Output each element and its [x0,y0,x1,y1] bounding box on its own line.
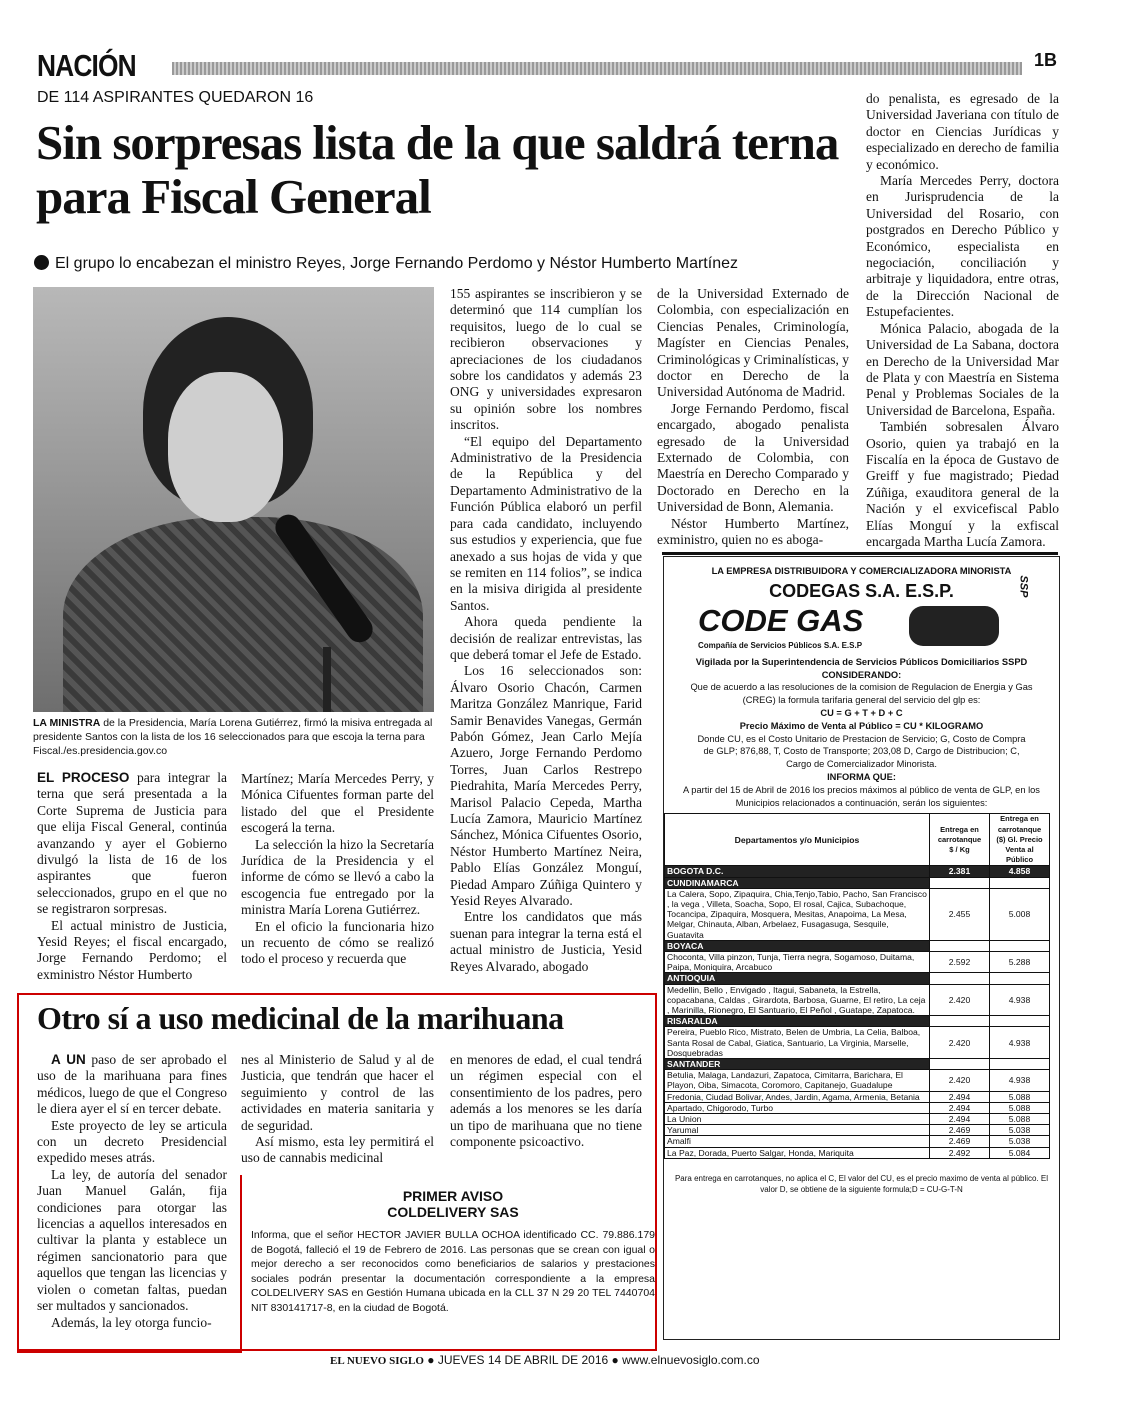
price-row [665,1059,1050,1070]
ad-note: Para entrega en carrotanques, no aplica el C, El valor del CU, es el precio maximo de venta al público. El valor D, se obtiene de la siguiente formula;D = CU-G-T-N [674,1173,1049,1194]
ad-line4: CONSIDERANDO: [821,669,902,680]
col-b-para3: En el oficio la funcionaria hizo un recuento de cómo se realizó todo el proceso y recuerda que [241,918,434,967]
col-e-para1: do penalista, es egresado de la Universidad Javeriana con título de doctor en Ciencias Jurídicas y especializado en derecho de familia y económico. [866,91,1059,172]
column-c [450,286,642,975]
price-row-kg [930,1016,990,1027]
price-row-name: BOYACA [665,940,930,951]
price-row-kg [930,1059,990,1070]
price-row [665,1070,1050,1091]
footer-paper: EL NUEVO SIGLO [330,1355,424,1367]
price-row-name: BOGOTA D.C. [665,866,930,877]
price-row-gl: 5.088 [990,1114,1050,1125]
th-gl-b: ($) Gl. Precio Venta al Público [996,834,1043,865]
column-a [37,770,227,983]
col-d-para1: de la Universidad Externado de Colombia, con especialización en Ciencias Penales, Criminología, Magíster en Ciencias Penales, Criminológicas y Criminalísticas, y doctor en Derecho de la Universidad Autónoma de Madrid. [657,286,849,400]
price-row-kg: 2.455 [930,888,990,940]
m-para2: Este proyecto de ley se articula con un decreto Presidencial expedido meses atrás. [37,1117,227,1166]
price-row-gl: 5.088 [990,1102,1050,1113]
price-row-gl [990,1016,1050,1027]
price-row-gl: 5.008 [990,888,1050,940]
m-para6: Así mismo, esta ley permitirá el uso de cannabis medicinal [241,1134,434,1166]
price-row-gl: 4.938 [990,1070,1050,1091]
price-row-kg [930,877,990,888]
price-row-name: ANTIOQUIA [665,973,930,984]
price-row-name: Fredonia, Ciudad Bolivar, Andes, Jardin, Agama, Armenia, Betania [665,1091,930,1102]
price-row [665,1091,1050,1102]
price-row [665,1016,1050,1027]
ad-line5: Que de acuerdo a las resoluciones de la comision de Regulacion de Energia y Gas (CREG) la formula tarifaria general del servicio del glp es: [690,682,1033,706]
price-row-name: RISARALDA [665,1016,930,1027]
notice-ad [251,1188,655,1338]
price-row-name: SANTANDER [665,1059,930,1070]
price-row-name: Amalfi [665,1136,930,1147]
price-row-gl [990,1059,1050,1070]
price-row-kg: 2.492 [930,1147,990,1158]
price-row-gl: 4.858 [990,866,1050,877]
price-row-kg: 2.494 [930,1102,990,1113]
codegas-logo-sub: Compañía de Servicios Públicos S.A. E.S.P [698,640,863,650]
col-c-para1: 155 aspirantes se inscribieron y se determinó que 114 cumplían los requisitos, luego de lo cual se recibieron observaciones y apreciaciones de los ciudadanos sobre los candidatos y además 23 ONG y universidades expresaron su opinión sobre los nombres inscritos. [450,286,642,433]
footer-date: JUEVES 14 DE ABRIL DE 2016 [437,1353,609,1367]
col-d-para3: Néstor Humberto Martínez, exministro, quien no es aboga- [657,515,849,548]
price-row-kg: 2.494 [930,1091,990,1102]
col-c-para3: Ahora queda pendiente la decisión de realizar entrevistas, las que deberá tomar el Jefe de Estado. [450,614,642,662]
price-row [665,1125,1050,1136]
ssp-logo: SSP [1017,575,1030,598]
price-row-name: La Union [665,1114,930,1125]
price-row-name: Pereira, Pueblo Rico, Mistrato, Belen de Umbria, La Celia, Balboa, Santa Rosal de Cabal, Giatica, Santuario, La Virginia, Marselle, Dosquebradas [665,1027,930,1059]
m-para3: La ley, de autoría del senador Juan Manuel Galán, fija condiciones para otorgar las licencias a aquellos interesados en cultivar la planta y establece un régimen sancionatorio para que aquellos que tengan las licencias y violen o cometan faltas, puedan ser multados y sancionados. [37,1166,227,1314]
th-departamentos: Departamentos y/o Municipios [665,814,930,866]
price-row-name: La Paz, Dorada, Puerto Salgar, Honda, Mariquita [665,1147,930,1158]
price-row-gl [990,973,1050,984]
marihuana-column-c [450,1052,642,1150]
marihuana-column-b [241,1052,434,1167]
col-e-para3: Mónica Palacio, abogada de la Universidad de La Sabana, doctora en Derecho de la Universidad Mar de Plata y con Maestría en Sistema Penal y Problemas Sociales de la Universidad de Barcelona, España. [866,320,1059,418]
ad-line3: Vigilada por la Superintendencia de Servicios Públicos Domiciliarios SSPD [695,656,1028,667]
price-row [665,1027,1050,1059]
col-b-para1: Martínez; María Mercedes Perry, y Mónica Cifuentes forman parte del listado del que el Presidente escogerá la terna. [241,771,434,836]
notice-company: COLDELIVERY SAS [387,1204,519,1220]
price-row [665,973,1050,984]
col-c-para2: “El equipo del Departamento Administrativo de la Presidencia de la República y del Departamento Administrativo de la Función Pública elaboró un perfil para cada candidato, incluyendo sus estudios y experiencia, que fue anexado a sus hojas de vida y que se remiten en 114 folios”, se indica en la misiva dirigida al presidente Santos. [450,433,642,613]
ad-company: CODEGAS S.A. E.S.P. [769,580,954,601]
column-b [241,771,434,968]
bullet-icon: ● [611,1353,623,1367]
section-rule [172,62,1022,75]
price-row [665,866,1050,877]
price-row-name: Medellin, Bello , Envigado , Itagui, Sabaneta, la Estrella, copacabana, Caldas , Girardota, Barbosa, Guarne, El retiro, La ceja , Marinilla, Rionegro, El Santuario, El Peñol , Guatape, Zapatoca. [665,984,930,1016]
price-row-gl: 5.038 [990,1136,1050,1147]
photo-caption [33,716,433,758]
price-row-name: La Calera, Sopo, Zipaquira, Chia,Tenjo,Tabio, Pacho, San Francisco , la vega , Villeta, Soacha, Sopo, El rosal, Cajica, Subachoque, Tocancipa, Zipaquira, Mosquera, Mesitas, Anapoima, La Mesa, Melgar, Chinauta, Alban, Arbelaez, Fusagasuga, Sesquile, Guatavita [665,888,930,940]
marihuana-column-a [37,1052,227,1331]
subheadline-text: El grupo lo encabezan el ministro Reyes, Jorge Fernando Perdomo y Néstor Humberto Martínez [55,255,738,272]
caption-text: de la Presidencia, María Lorena Gutiérrez, firmó la misiva entregada al presidente Santos con la lista de los 16 seleccionados para que escoja la terna para Fiscal./es.presidencia.gov.co [33,717,433,757]
ad-line6: Precio Máximo de Venta al Público = CU * KILOGRAMO [739,720,984,731]
ad-line1: LA EMPRESA DISTRIBUIDORA Y COMERCIALIZADORA MINORISTA [711,566,1012,576]
th-kg-a: Entrega en carrotanque [937,824,982,844]
ad-line9: A partir del 15 de Abril de 2016 los precios máximos al público de venta de GLP, en los Municipios relacionados a continuación, serán los siguientes: [683,784,1040,808]
price-row-gl [990,877,1050,888]
col-a-text: para integrar la terna que será presentada a la Corte Suprema de Justicia para que elija Fiscal General, continúa avanzando y ayer el Gobierno divulgó la lista de 16 de los aspirantes que fueron seleccionados, grupo en el que no se registraron sorpresas. [37,770,227,917]
price-row-kg [930,973,990,984]
price-row-kg: 2.381 [930,866,990,877]
price-row-kg: 2.494 [930,1114,990,1125]
kicker: DE 114 ASPIRANTES QUEDARON 16 [37,89,314,106]
col-b-para2: La selección la hizo la Secretaría Jurídica de la Presidencia y el informe de cómo se llevó a cabo la escogencia fue entregado por la ministra María Lorena Gutiérrez. [241,836,434,918]
price-row-name: CUNDINAMARCA [665,877,930,888]
ad-formula: CU = G + T + D + C [820,707,903,718]
price-row [665,1102,1050,1113]
page-number: 1B [1034,50,1058,70]
truck-icon [909,606,999,646]
price-row-gl: 5.088 [990,1091,1050,1102]
price-table-header [665,814,1050,866]
col-a-lead: EL PROCESO [37,770,130,785]
col-d-para2: Jorge Fernando Perdomo, fiscal encargado, abogado penalista egresado de la Universidad Externado de Colombia, con Maestría en Derecho Comparado y Doctorado en Derecho en la Universidad de Bonn, Alemania. [657,400,849,515]
price-row [665,984,1050,1016]
price-row-kg: 2.420 [930,984,990,1016]
price-row-gl: 4.938 [990,984,1050,1016]
caption-lead: LA MINISTRA [33,717,101,729]
col-a-para: El actual ministro de Justicia, Yesid Reyes; el fiscal encargado, Jorge Fernando Perdomo; el exministro Néstor Humberto [37,917,227,982]
ad-line8: INFORMA QUE: [827,771,896,782]
codegas-ad [663,556,1060,1340]
m-para4: Además, la ley otorga funcio- [51,1314,212,1330]
col-e-para4: También sobresalen Álvaro Osorio, quien ya trabajó en la Fiscalía en la época de Gustavo de Greiff y fue magistrado; Piedad Zúñiga, exauditora general de la Nación y el exvicefiscal Pablo Elías Monguí y la exfiscal encargada Martha Lucía Zamora. [866,419,1059,549]
price-row [665,888,1050,940]
m-para7: en menores de edad, el cual tendrá un régimen especial con el consentimiento de los padres, pero además a los menores se les daría un tipo de marihuana que no tiene componente psicoactivo. [450,1052,642,1150]
footer [330,1353,970,1367]
price-row [665,1114,1050,1125]
bullet-icon [34,255,49,270]
column-d [657,286,849,549]
ad-top-rule [662,552,1058,555]
footer-url[interactable]: www.elnuevosiglo.com.co [622,1353,760,1367]
headline: Sin sorpresas lista de la que saldrá terna para Fiscal General [36,115,839,224]
codegas-logo: CODE GAS [698,602,864,638]
price-row-gl: 5.038 [990,1125,1050,1136]
price-row-name: Betulia, Malaga, Landazuri, Zapatoca, Cimitarra, Barichara, El Playon, Oiba, Simacota, Coromoro, Capitanejo, Guadalupe [665,1070,930,1091]
price-row-name: Choconta, Villa pinzon, Tunja, Tierra negra, Sogamoso, Duitama, Paipa, Moniquira, Arcabuco [665,952,930,973]
notice-text: Informa, que el señor HECTOR JAVIER BULLA OCHOA identificado CC. 79.886.179 de Bogotá, falleció el 19 de Febrero de 2016. Las personas que se crean con igual o mejor derecho a ser reconocidos como beneficiarios de salarios y prestaciones sociales podrán presentar la documentación correspondiente a la empresa COLDELIVERY SAS en Gestión Humana ubicada en la CLL 37 N 29 20 TEL 7440704 NIT 830141717-8, en la ciudad de Bogotá. [251,1229,655,1314]
price-row-kg: 2.592 [930,952,990,973]
th-gl-a: Entrega en carrotanque [997,814,1042,834]
price-row-kg: 2.469 [930,1125,990,1136]
price-row-gl: 5.084 [990,1147,1050,1158]
price-row-gl: 5.288 [990,952,1050,973]
m-lead: A UN [51,1052,86,1067]
price-row [665,1136,1050,1147]
bullet-icon: ● [427,1353,438,1367]
subheadline [34,255,854,273]
price-row [665,1147,1050,1158]
notice-title: PRIMER AVISO [402,1188,504,1204]
m-para5: nes al Ministerio de Salud y al de Justicia, que tendrán que hacer el seguimiento y control de las actividades en materia sanitaria y de seguridad. [241,1052,434,1133]
section-title: NACIÓN [37,48,136,83]
price-row-kg: 2.469 [930,1136,990,1147]
price-row-name: Apartado, Chigorodo, Turbo [665,1102,930,1113]
price-row-name: Yarumal [665,1125,930,1136]
price-row [665,940,1050,951]
price-row-gl: 4.938 [990,1027,1050,1059]
price-row-kg: 2.420 [930,1027,990,1059]
column-e [866,91,1059,550]
col-e-para2: María Mercedes Perry, doctora en Jurisprudencia de la Universidad del Rosario, con postgrados en Derecho Público y Económico, especialista en negociación, conciliación y arbitraje y liquidadora, entre otras, de la Dirección Nacional de Estupefacientes. [866,173,1059,320]
price-row-gl [990,940,1050,951]
news-photo [33,287,434,712]
m-para1: paso de ser aprobado el uso de la marihuana para fines médicos, luego de que el Congreso le diera ayer el sí en tercer debate. [37,1052,228,1117]
col-c-para4: Los 16 seleccionados son: Álvaro Osorio Chacón, Carmen Maritza González Manrique, Farid Samir Benavides Vanegas, Germán Pabón Gómez, Jean Carlo Mejía Azuero, Jorge Fernando Perdomo Torres, Juan Carlos Restrepo Piedrahita, María Mercedes Perry, Marisol Palacio Cepeda, Martha Lucía Zamora, Mauricio Martínez Sánchez, Mónica Cifuentes Osorio, Néstor Humberto Martínez Neira, Pablo Elías González Monguí, Piedad Amparo Zúñiga Quintero y Yesid Reyes Alvarado. [450,663,642,909]
th-kg-b: $ / Kg [949,844,970,854]
price-row [665,877,1050,888]
price-row-kg: 2.420 [930,1070,990,1091]
second-headline: Otro sí a uso medicinal de la marihuana [37,1000,564,1036]
ad-line7: Donde CU, es el Costo Unitario de Prestacion de Servicio; G, Costo de Compra de GLP; 876,88, T, Costo de Transporte; 203,08 D, Cargo de Distribucion; C, Cargo de Comercializador Minorista. [697,733,1026,770]
price-table [664,813,1050,1159]
price-row [665,952,1050,973]
price-row-kg [930,940,990,951]
col-c-para5: Entre los candidatos que más suenan para integrar la terna está el actual ministro de Justicia, Yesid Reyes Alvarado, abogado [450,909,642,974]
